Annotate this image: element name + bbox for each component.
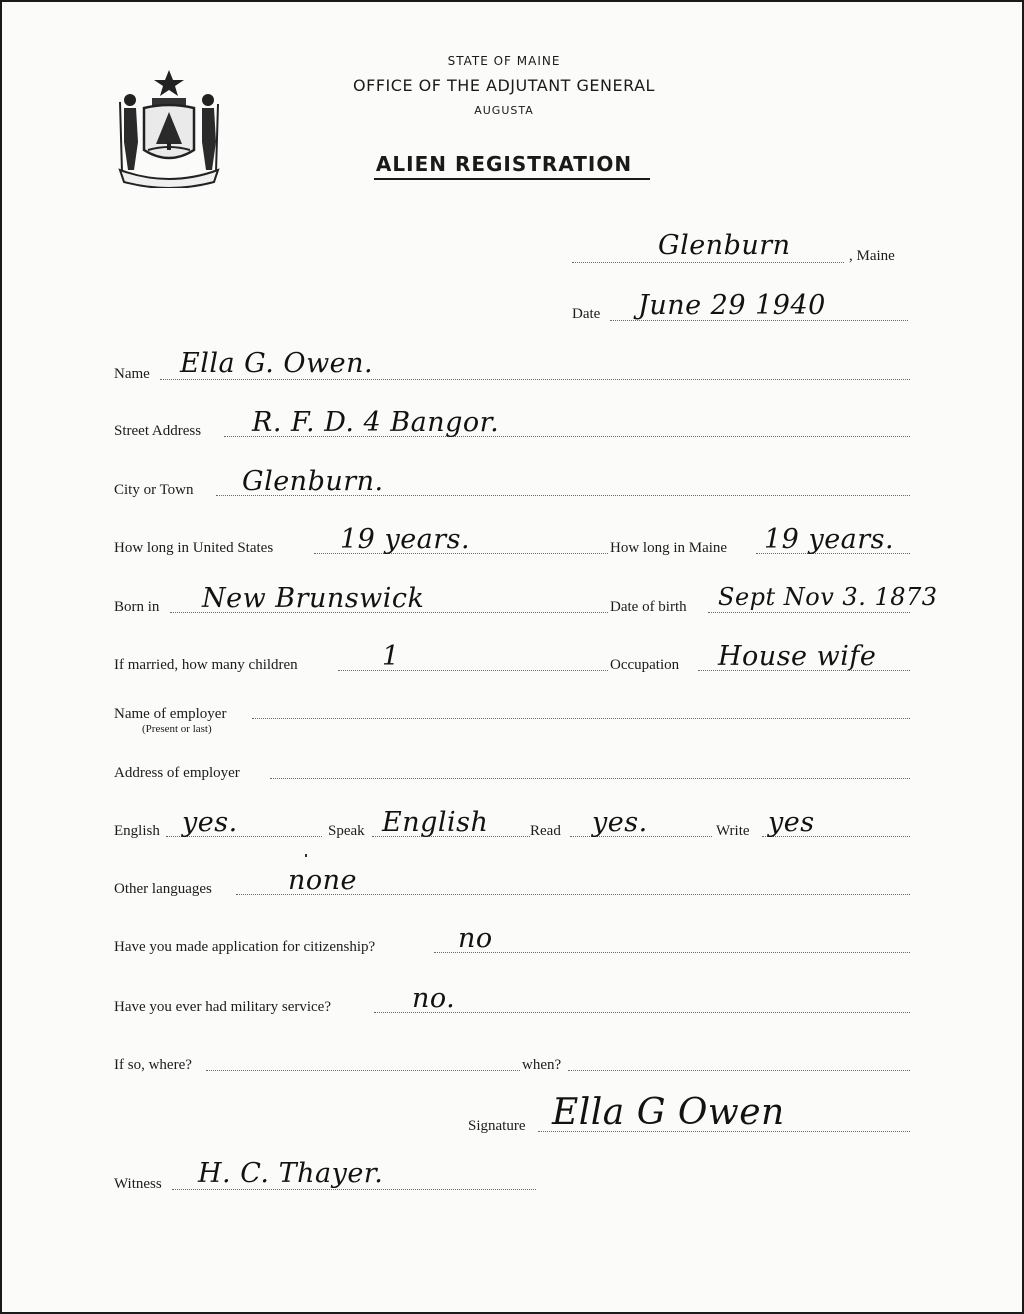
- other-languages-value[interactable]: none: [288, 865, 358, 896]
- employer-line[interactable]: [252, 718, 910, 719]
- english-label: English: [114, 823, 160, 839]
- witness-label: Witness: [114, 1176, 162, 1192]
- witness-value[interactable]: H. C. Thayer.: [198, 1158, 384, 1189]
- title-underline: [374, 178, 650, 180]
- dob-value[interactable]: Sept Nov 3. 1873: [718, 583, 938, 611]
- header-state: STATE OF MAINE: [447, 54, 561, 68]
- how-long-maine-value[interactable]: 19 years.: [764, 524, 895, 555]
- citizenship-line: [434, 952, 910, 953]
- header-city: AUGUSTA: [474, 104, 534, 117]
- write-label: Write: [716, 823, 750, 839]
- header-office: OFFICE OF THE ADJUTANT GENERAL: [353, 76, 655, 95]
- dob-label: Date of birth: [610, 599, 687, 615]
- city-label: City or Town: [114, 482, 194, 498]
- citizenship-label: Have you made application for citizenship?: [114, 939, 376, 955]
- town-value[interactable]: Glenburn: [658, 230, 791, 261]
- where-line[interactable]: [206, 1070, 520, 1071]
- when-line[interactable]: [568, 1070, 910, 1071]
- name-line: [160, 379, 910, 380]
- when-label: when?: [522, 1057, 562, 1073]
- street-label: Street Address: [114, 423, 202, 439]
- how-long-us-value[interactable]: 19 years.: [340, 524, 471, 555]
- date-label: Date: [572, 306, 601, 322]
- how-long-us-label: How long in United States: [114, 540, 274, 556]
- name-label: Name: [114, 366, 150, 382]
- children-line: [338, 670, 608, 671]
- other-languages-label: Other languages: [114, 881, 212, 897]
- write-value[interactable]: yes: [768, 807, 815, 838]
- military-label: Have you ever had military service?: [114, 999, 331, 1015]
- military-value[interactable]: no.: [412, 983, 456, 1014]
- children-label: If married, how many children: [114, 657, 298, 673]
- street-value[interactable]: R. F. D. 4 Bangor.: [252, 407, 500, 438]
- speak-label: Speak: [328, 823, 365, 839]
- date-value[interactable]: June 29 1940: [638, 290, 826, 321]
- employer-label: Name of employer: [114, 706, 227, 722]
- children-value[interactable]: 1: [382, 641, 400, 672]
- occupation-value[interactable]: House wife: [718, 641, 877, 672]
- ink-mark: [305, 854, 307, 857]
- english-value[interactable]: yes.: [182, 807, 238, 838]
- occupation-label: Occupation: [610, 657, 680, 673]
- read-label: Read: [530, 823, 561, 839]
- dob-line: [708, 612, 910, 613]
- how-long-maine-label: How long in Maine: [610, 540, 728, 556]
- city-value[interactable]: Glenburn.: [242, 466, 384, 497]
- form-title: ALIEN REGISTRATION: [375, 152, 633, 176]
- born-in-label: Born in: [114, 599, 160, 615]
- signature-value[interactable]: Ella G Owen: [552, 1092, 785, 1133]
- witness-line: [172, 1189, 536, 1190]
- employer-note: (Present or last): [142, 723, 212, 735]
- employer-address-line[interactable]: [270, 778, 910, 779]
- town-line: [572, 262, 844, 263]
- signature-label: Signature: [468, 1118, 526, 1134]
- speak-value[interactable]: English: [382, 807, 489, 838]
- employer-address-label: Address of employer: [114, 765, 240, 781]
- citizenship-value[interactable]: no: [458, 923, 493, 954]
- born-in-value[interactable]: New Brunswick: [202, 583, 425, 614]
- read-value[interactable]: yes.: [592, 807, 648, 838]
- where-label: If so, where?: [114, 1057, 192, 1073]
- name-value[interactable]: Ella G. Owen.: [180, 348, 374, 379]
- maine-label: , Maine: [849, 248, 895, 264]
